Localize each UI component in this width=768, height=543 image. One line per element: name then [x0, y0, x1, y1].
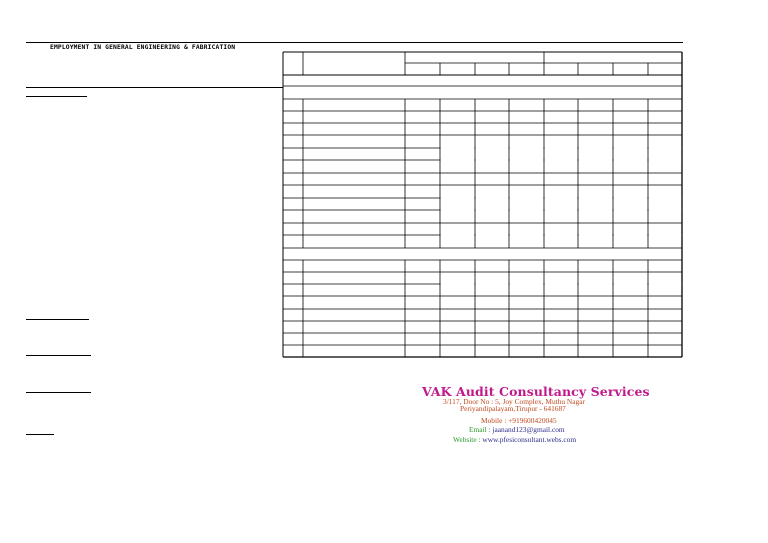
company-name: VAK Audit Consultancy Services [422, 384, 650, 399]
email-address[interactable]: jaanand123@gmail.com [492, 425, 565, 434]
company-mobile: Mobile : +919600420045 [481, 416, 557, 425]
company-email [469, 425, 565, 434]
website-link[interactable]: www.pfesiconsultant.webs.com [482, 435, 577, 444]
document-title: EMPLOYMENT IN GENERAL ENGINEERING & FABRICATION [50, 44, 236, 51]
company-website [453, 435, 576, 444]
company-address-line2: Periyandipalayam,Tirupur - 641687 [460, 404, 566, 413]
website-label: Website : [453, 435, 483, 444]
email-label: Email : [469, 425, 493, 434]
company-address-line1: 3/117, Door No : 5, Joy Complex, Muthu Nagar [443, 397, 585, 406]
